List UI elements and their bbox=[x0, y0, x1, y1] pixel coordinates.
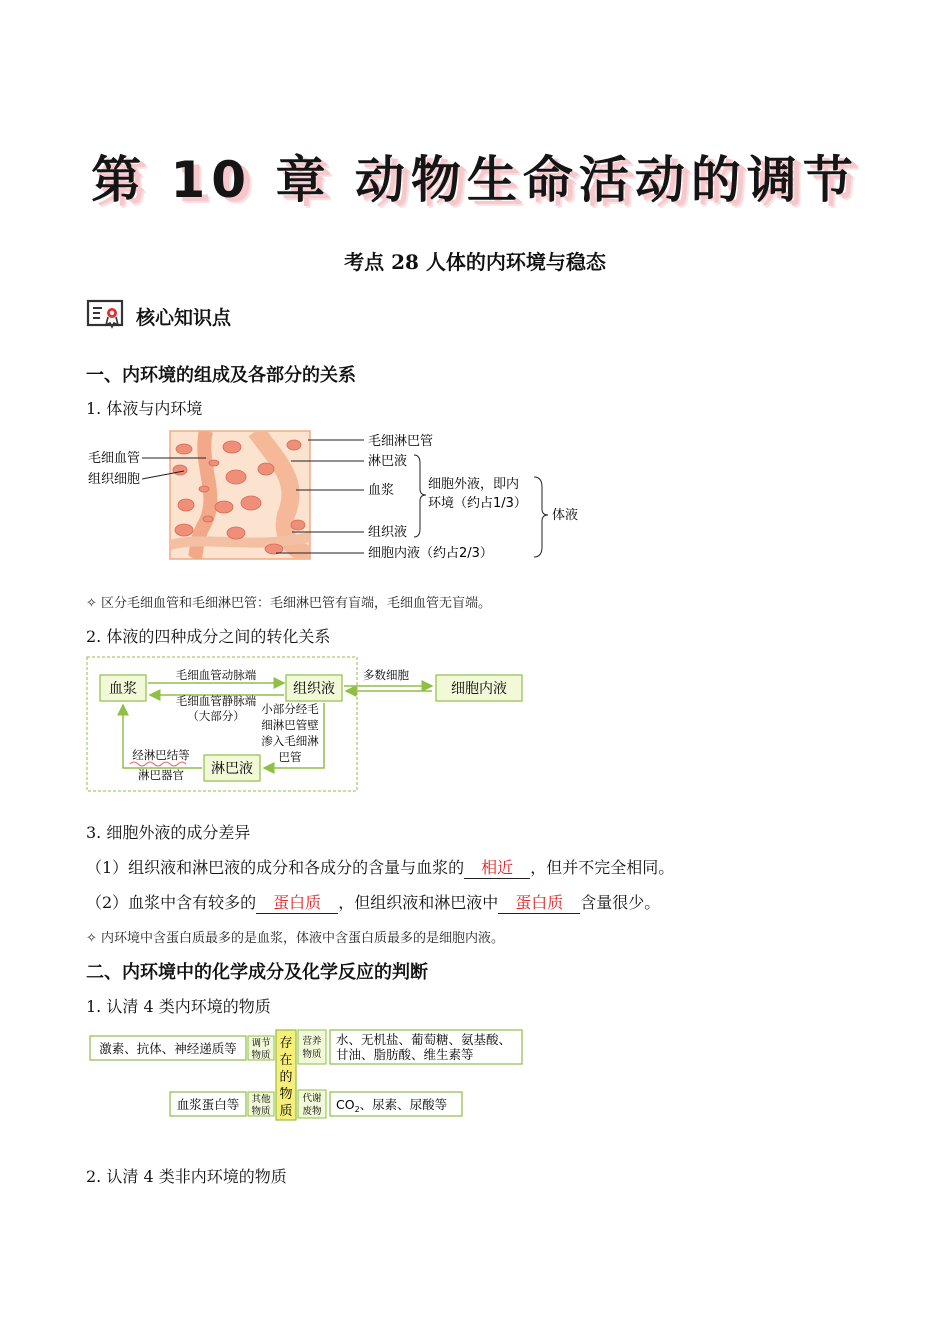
section1-heading: 一、内环境的组成及各部分的关系 bbox=[86, 365, 356, 386]
line1-blank: 相近 bbox=[464, 855, 530, 879]
cell bbox=[223, 441, 241, 453]
center-char-1: 存 bbox=[279, 1036, 293, 1051]
label-lymph: 淋巴液 bbox=[368, 454, 408, 469]
label-tissue-cell: 组织细胞 bbox=[88, 472, 141, 487]
label-capillary: 毛细血管 bbox=[88, 451, 141, 466]
fluid-conversion-figure bbox=[86, 655, 526, 793]
cell bbox=[173, 465, 187, 475]
center-char-3: 的 bbox=[279, 1070, 293, 1085]
certificate-icon bbox=[86, 298, 126, 334]
line2 bbox=[86, 890, 660, 914]
cell bbox=[215, 501, 233, 513]
line1 bbox=[86, 855, 674, 879]
most-cells-label: 多数细胞 bbox=[363, 668, 409, 682]
section1-sub2: 2. 体液的四种成分之间的转化关系 bbox=[86, 627, 331, 646]
via-lymph-1: 经淋巴结等 bbox=[132, 748, 190, 762]
label-extracellular-1: 细胞外液，即内 bbox=[428, 477, 520, 492]
label-plasma: 血浆 bbox=[368, 483, 395, 498]
center-char-2: 在 bbox=[279, 1053, 293, 1068]
line2-mid: ，但组织液和淋巴液中 bbox=[338, 893, 499, 912]
other-box-text: 血浆蛋白等 bbox=[176, 1097, 240, 1112]
waste-text: $CO_2$、尿素、尿酸等 bbox=[336, 1097, 448, 1114]
cell bbox=[178, 499, 194, 511]
line2-blank1: 蛋白质 bbox=[256, 890, 338, 914]
label-extracellular-2: 环境（约占1/3） bbox=[428, 496, 527, 511]
arterial-label: 毛细血管动脉端 bbox=[175, 668, 257, 682]
waste-label-1: 代谢 bbox=[302, 1093, 322, 1104]
section2-heading: 二、内环境中的化学成分及化学反应的判断 bbox=[86, 962, 428, 983]
regulate-label-1: 调节 bbox=[251, 1038, 271, 1049]
line1-post: ，但并不完全相同。 bbox=[530, 858, 675, 877]
cell bbox=[175, 524, 193, 536]
kaodian-title: 考点 28 人体的内环境与稳态 bbox=[344, 250, 606, 274]
small-part-1: 小部分经毛 bbox=[261, 702, 319, 716]
line2-post: 含量很少。 bbox=[580, 893, 661, 912]
line1-pre: （1）组织液和淋巴液的成分和各成分的含量与血浆的 bbox=[86, 858, 465, 877]
cell bbox=[227, 527, 245, 539]
via-lymph-2: 淋巴器官 bbox=[138, 768, 184, 782]
label-body-fluid: 体液 bbox=[552, 508, 579, 523]
section1-note1: ✧ 区分毛细血管和毛细淋巴管：毛细淋巴管有盲端，毛细血管无盲端。 bbox=[86, 596, 492, 611]
label-tissue-fluid: 组织液 bbox=[368, 525, 408, 540]
section2-sub1: 1. 认清 4 类内环境的物质 bbox=[86, 997, 271, 1016]
other-label-1: 其他 bbox=[251, 1094, 271, 1105]
nutrient-text-2: 甘油、脂肪酸、维生素等 bbox=[336, 1047, 474, 1062]
core-title: 核心知识点 bbox=[136, 306, 232, 329]
chapter-title: 第 10 章 动物生命活动的调节 bbox=[91, 151, 859, 209]
section1-sub1: 1. 体液与内环境 bbox=[86, 399, 203, 418]
venous-label-1: 毛细血管静脉端 bbox=[175, 694, 257, 708]
small-part-3: 渗入毛细淋 bbox=[261, 734, 319, 748]
venous-label-2: （大部分） bbox=[187, 709, 245, 723]
waste-label-2: 废物 bbox=[302, 1106, 322, 1117]
substances-figure bbox=[86, 1026, 526, 1126]
nutrient-label-1: 营养 bbox=[302, 1036, 322, 1047]
body-fluid-figure bbox=[86, 425, 606, 570]
section1-note2: ✧ 内环境中含蛋白质最多的是血浆，体液中含蛋白质最多的是细胞内液。 bbox=[86, 931, 505, 946]
regulate-label-2: 物质 bbox=[251, 1050, 271, 1061]
small-part-2: 细淋巴管壁 bbox=[261, 718, 319, 732]
cell bbox=[176, 444, 192, 454]
cell bbox=[241, 496, 261, 510]
cell bbox=[287, 440, 301, 450]
line2-blank2: 蛋白质 bbox=[498, 890, 580, 914]
nutrient-text-1: 水、无机盐、葡萄糖、氨基酸、 bbox=[336, 1032, 512, 1047]
center-char-4: 物 bbox=[279, 1087, 293, 1102]
regulate-box-text: 激素、抗体、神经递质等 bbox=[99, 1041, 237, 1056]
lymph-label: 淋巴液 bbox=[211, 761, 253, 777]
label-lymph-capillary: 毛细淋巴管 bbox=[368, 434, 434, 449]
tissue-fluid-label: 组织液 bbox=[293, 681, 335, 697]
intracellular-label: 细胞内液 bbox=[451, 681, 507, 697]
core-knowledge-header bbox=[86, 298, 231, 334]
cell bbox=[258, 463, 274, 475]
label-intracellular: 细胞内液（约占2/3） bbox=[368, 546, 493, 561]
cell bbox=[226, 470, 246, 484]
center-char-5: 质 bbox=[279, 1104, 293, 1119]
nutrient-label-2: 物质 bbox=[302, 1049, 322, 1060]
section2-sub2: 2. 认清 4 类非内环境的物质 bbox=[86, 1167, 287, 1186]
line2-pre: （2）血浆中含有较多的 bbox=[86, 893, 257, 912]
other-label-2: 物质 bbox=[251, 1106, 271, 1117]
section1-sub3: 3. 细胞外液的成分差异 bbox=[86, 823, 251, 842]
cell bbox=[291, 520, 305, 530]
small-part-4: 巴管 bbox=[278, 750, 302, 764]
plasma-label: 血浆 bbox=[109, 681, 137, 697]
